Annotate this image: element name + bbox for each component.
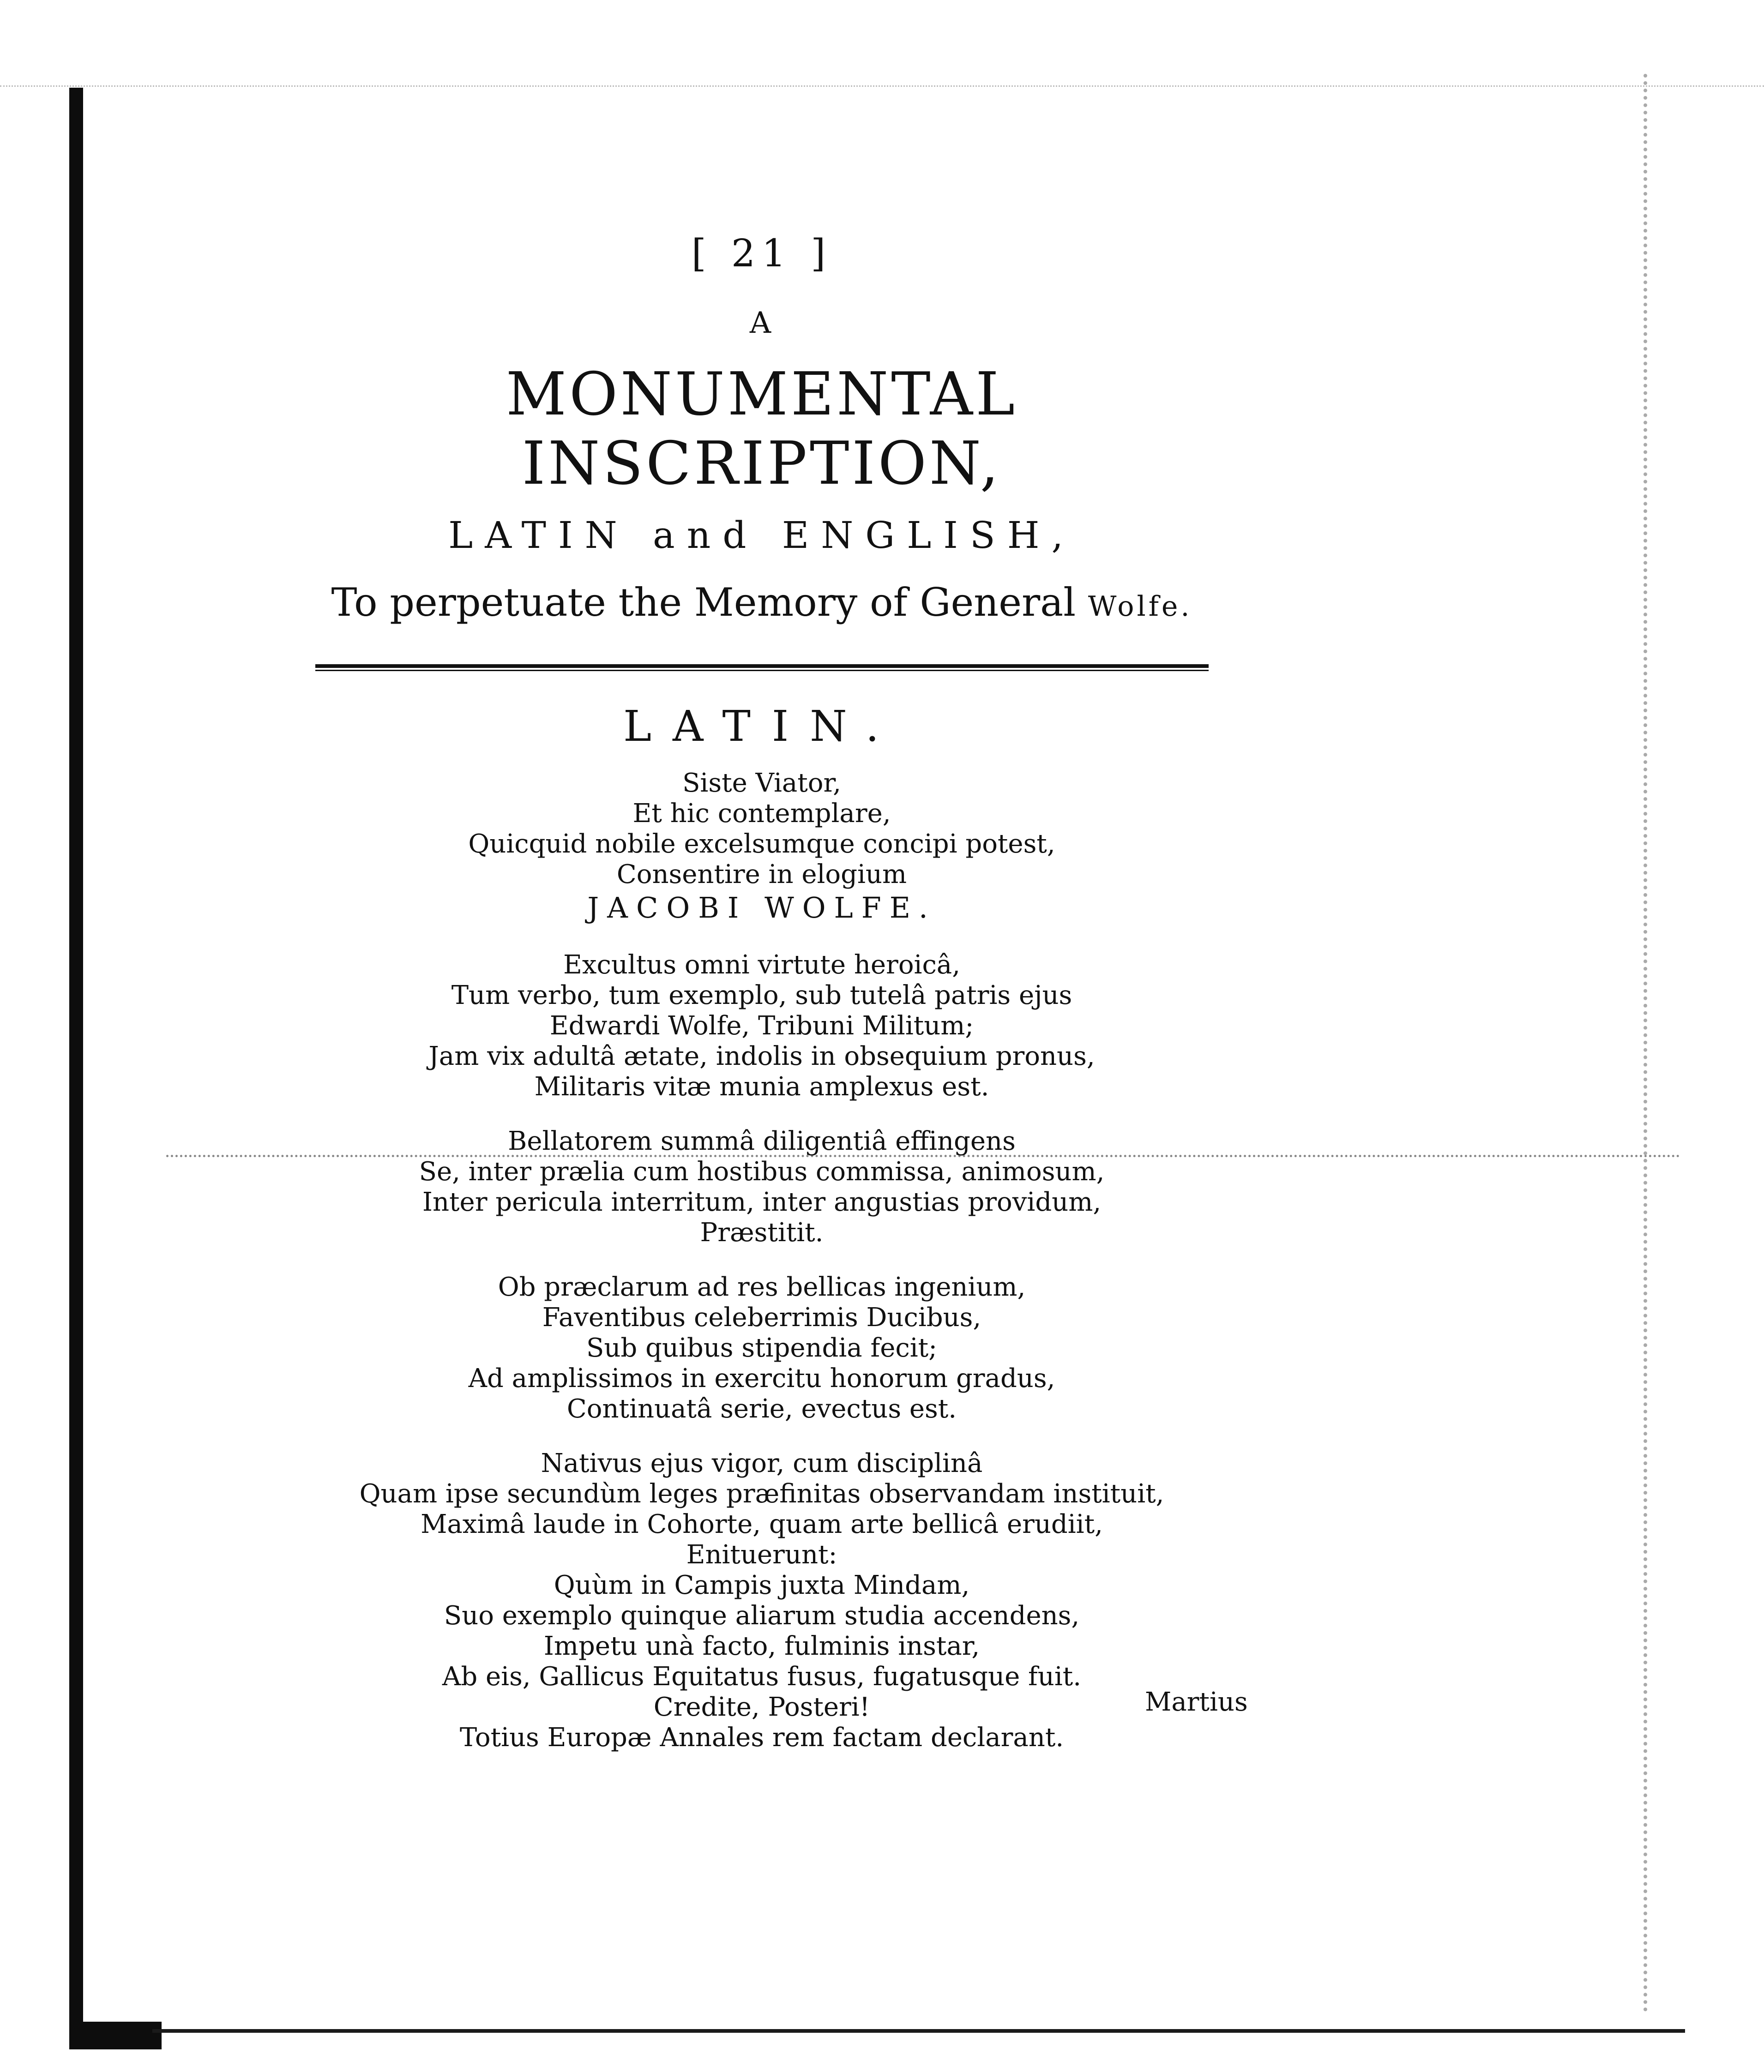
subtitle: LATIN and ENGLISH, — [448, 514, 1075, 557]
verse-line: Edwardi Wolfe, Tribuni Militum; — [549, 1011, 974, 1041]
dedication-text: To perpetuate the Memory of General — [331, 580, 1088, 625]
verse-line: Suo exemplo quinque aliarum studia accendens, — [444, 1601, 1080, 1631]
binding-spine-foot — [69, 2022, 162, 2049]
dedication-line — [259, 577, 1265, 632]
stanza — [259, 950, 1265, 1102]
verse-line: Siste Viator, — [682, 768, 841, 798]
verse-line: Continuatâ serie, evectus est. — [566, 1394, 957, 1424]
verse-line: Se, inter prælia cum hostibus commissa, animosum, — [419, 1157, 1105, 1187]
verse-line: Inter pericula interritum, inter angustias providum, — [422, 1187, 1102, 1217]
binding-spine — [69, 88, 83, 2049]
verse-line: Et hic contemplare, — [632, 799, 891, 829]
page-right-edge — [1644, 74, 1647, 2012]
page-bottom-edge — [152, 2029, 1685, 2033]
verse-line: Militaris vitæ munia amplexus est. — [534, 1072, 989, 1102]
verse-line: Sub quibus stipendia fecit; — [586, 1333, 938, 1363]
verse-line: Ad amplissimos in exercitu honorum gradus, — [468, 1363, 1055, 1393]
verse-line: Quùm in Campis juxta Mindam, — [554, 1570, 970, 1600]
verse-line: Enituerunt: — [686, 1540, 837, 1570]
section-heading: LATIN. — [623, 702, 901, 751]
verse-line: Jam vix adultâ ætate, indolis in obsequium pronus, — [428, 1041, 1095, 1071]
verse-line: Ab eis, Gallicus Equitatus fusus, fugatusque fuit. — [442, 1662, 1082, 1692]
page-number: [ 21 ] — [691, 232, 832, 276]
stanza — [259, 1448, 1265, 1753]
verse-line: Faventibus celeberrimis Ducibus, — [542, 1303, 981, 1333]
inscription-text — [259, 768, 1265, 1753]
stanza — [259, 1126, 1265, 1248]
catchword: Martius — [1145, 1687, 1248, 1717]
page-content — [259, 231, 1265, 1753]
stanza — [259, 1272, 1265, 1424]
verse-line: Totius Europæ Annales rem factam declarant. — [459, 1723, 1064, 1753]
verse-line: Bellatorem summâ diligentiâ effingens — [508, 1126, 1016, 1156]
verse-line: Nativus ejus vigor, cum disciplinâ — [541, 1448, 983, 1478]
verse-line: Consentire in elogium — [616, 859, 907, 889]
dedication-name: Wolfe. — [1088, 590, 1192, 623]
verse-line: Impetu unà facto, fulminis instar, — [543, 1631, 980, 1661]
double-rule — [315, 664, 1209, 671]
verse-line: Quam ipse secundùm leges præfinitas observandam instituit, — [359, 1479, 1164, 1509]
verse-line: Tum verbo, tum exemplo, sub tutelâ patris ejus — [451, 980, 1072, 1010]
page-top-edge — [0, 85, 1764, 87]
stanza — [259, 768, 1265, 926]
verse-line: Credite, Posteri! — [653, 1692, 870, 1722]
verse-line: Præstitit. — [700, 1218, 824, 1248]
title-article: A — [749, 306, 774, 340]
verse-line: Excultus omni virtute heroicâ, — [563, 950, 960, 980]
verse-line: Maximâ laude in Cohorte, quam arte bellicâ erudiit, — [421, 1509, 1103, 1539]
verse-line: Ob præclarum ad res bellicas ingenium, — [498, 1272, 1026, 1302]
verse-line: Quicquid nobile excelsumque concipi potest, — [468, 829, 1055, 859]
honoree-name: JACOBI WOLFE. — [587, 891, 936, 925]
main-title: MONUMENTAL INSCRIPTION, — [506, 360, 1018, 498]
